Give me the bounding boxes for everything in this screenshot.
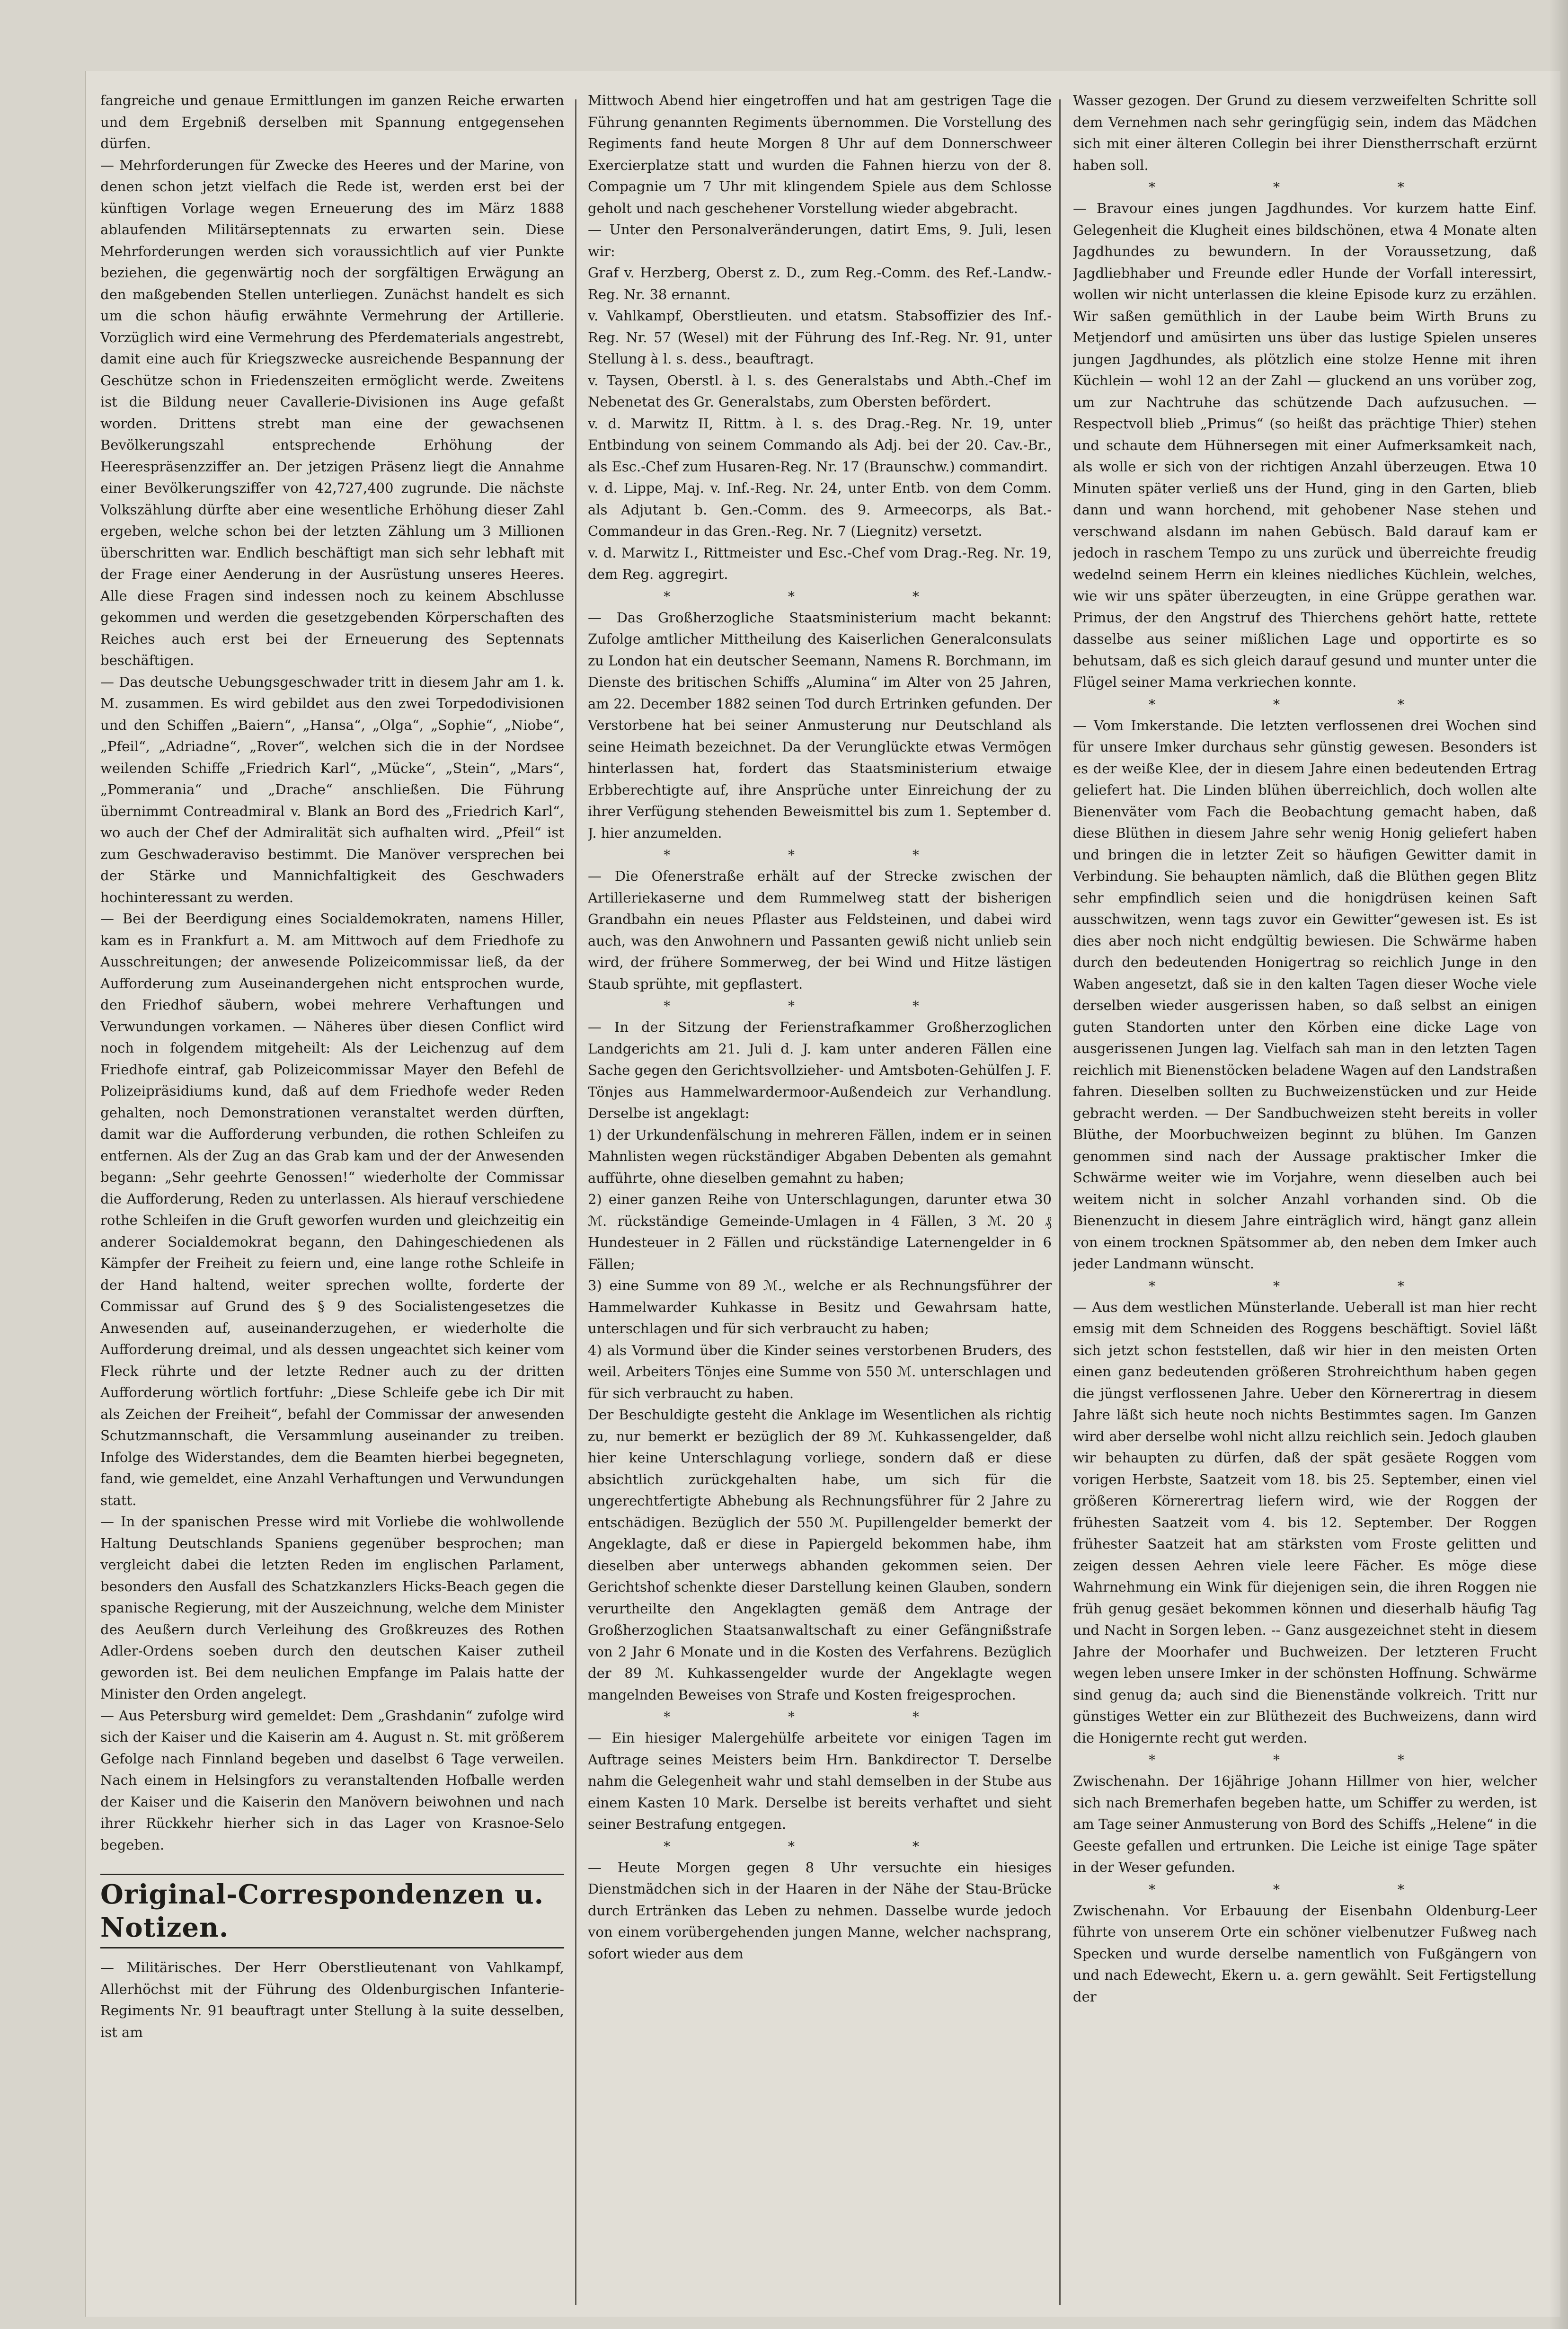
article-paragraph: — Ein hiesiger Malergehülfe arbeitete vor einigen Tagen im Auftrage seines Meisters beim Hrn. Bankdirector T. Derselbe nahm die Gelegenheit wahr und stahl demselben in der Stube aus einem Kasten 10 Mark. Derselbe ist bereits verhaftet und sieht seiner Bestrafung entgegen. xyxy=(588,1730,1052,1832)
newspaper-page xyxy=(85,71,1560,2317)
article-paragraph: — Die Ofenerstraße erhält auf der Strecke zwischen der Artilleriekaserne und dem Rummelweg statt der bisherigen Grandbahn ein neues Pflaster aus Feldsteinen, und dabei wird auch, was den Anwohnern und Passanten gewiß nicht unlieb sein wird, der frühere Sommerweg, der bei Wind und Hitze lästigen Staub sprühte, mit gepflastert. xyxy=(588,868,1052,992)
charge-item: 3) eine Summe von 89 ℳ., welche er als Rechnungsführer der Hammelwarder Kuhkasse in Besitz und Gewahrsam hatte, unterschlagen und für sich verbraucht zu haben; xyxy=(588,1277,1052,1337)
separator-stars: * * * xyxy=(664,847,976,863)
column-1 xyxy=(100,90,564,2291)
separator-stars: * * * xyxy=(1149,696,1461,712)
article-paragraph: Mittwoch Abend hier eingetroffen und hat am gestrigen Tage die Führung genannten Regiments übernommen. Die Vorstellung des Regiments fand heute Morgen 8 Uhr auf dem Donnerschweer Exercierplatze statt und wurden die Fahnen hierzu von der 8. Compagnie um 7 Uhr mit klingendem Spiele aus dem Schlosse geholt und nach geschehener Vorstellung wieder abgebracht. xyxy=(588,92,1052,216)
article-paragraph: — In der Sitzung der Ferienstrafkammer Großherzoglichen Landgerichts am 21. Juli d. J. kam unter anderen Fällen eine Sache gegen den Gerichtsvollzieher- und Amtsboten-Gehülfen J. F. Tönjes aus Hammelwardermoor-Außendeich zur Verhandlung. Derselbe ist angeklagt: xyxy=(588,1019,1052,1121)
article-paragraph: — Unter den Personalveränderungen, datirt Ems, 9. Juli, lesen wir: xyxy=(588,221,1052,259)
charge-item: 2) einer ganzen Reihe von Unterschlagungen, darunter etwa 30 ℳ. rückständige Gemeinde-Umlagen in 4 Fällen, 3 ℳ. 20 ₰ Hundesteuer in 2 Fällen und rückständige Laternengelder in 6 Fällen; xyxy=(588,1191,1052,1272)
article-paragraph: Der Beschuldigte gesteht die Anklage im Wesentlichen als richtig zu, nur bemerkt er bezüglich der 89 ℳ. Kuhkassengelder, daß hier keine Unterschlagung vorliege, sondern daß er diese absichtlich zurückgehalten habe, um sich für die ungerechtfertigte Abhebung als Rechnungsführer für 2 Jahre zu entschädigen. Bezüglich der 550 ℳ. Pupillengelder bemerkt der Angeklagte, daß er diese in Papiergeld bekommen habe, ihm dieselben aber unterwegs abhanden gekommen seien. Der Gerichtshof schenkte dieser Darstellung keinen Glauben, sondern verurtheilte den Angeklagten gemäß dem Antrage der Großherzoglichen Staatsanwaltschaft zu einer Gefängnißstrafe von 2 Jahr 6 Monate und in die Kosten des Verfahrens. Bezüglich der 89 ℳ. Kuhkassengelder wurde der Angeklagte wegen mangelnden Beweises von Strafe und Kosten freigesprochen. xyxy=(588,1407,1052,1703)
article-paragraph: — Vom Imkerstande. Die letzten verflossenen drei Wochen sind für unsere Imker durchaus sehr günstig gewesen. Besonders ist es der weiße Klee, der in diesem Jahre einen bedeutenden Ertrag geliefert hat. Die Linden blühen überreichlich, doch wollen alte Bienenväter vom Fach die Beobachtung gemacht haben, daß diese Blüthen in diesem Jahre sehr wenig Honig geliefert haben und bringen die in letzter Zeit so häufigen Gewitter damit in Verbindung. Sie behaupten nämlich, daß die Blüthen gegen Blitz sehr empfindlich seien und die honigdrüsen keinen Saft ausschwitzen, wenn tags zuvor ein Gewitter“gewesen ist. Es ist dies aber noch nicht endgültig bewiesen. Die Schwärme haben durch den bedeutenden Honigertrag so reichlich Junge in den Waben angesetzt, daß sie in den kalten Tagen dieser Woche viele derselben wieder ausgerissen haben, so daß selbst an einigen guten Standorten unter den Körben eine dicke Lage von ausgerissenen Jungen lag. Vielfach sah man in den letzten Tagen reichlich mit Bienenstöcken beladene Wagen auf den Landstraßen fahren. Dieselben sollten zu Buchweizenstücken und zur Heide gebracht werden. — Der Sandbuchweizen steht bereits in voller Blüthe, der Moorbuchweizen beginnt zu blühen. Im Ganzen genommen sind nach der Aussage praktischer Imker die Schwärme weiter wie im Vorjahre, wenn dieselben auch bei weitem nicht in solcher Anzahl vorhanden sind. Ob die Bienenzucht in diesem Jahre einträglich wird, hängt ganz allein von einem trocknen Spätsommer ab, den neben dem Imker auch jeder Landmann wünscht. xyxy=(1073,717,1537,1272)
article-paragraph: — Das Großherzogliche Staatsministerium macht bekannt: Zufolge amtlicher Mittheilung des Kaiserlichen Generalconsulats zu London hat ein deutscher Seemann, Namens R. Borchmann, im Dienste des britischen Schiffs „Alumina“ im Alter von 25 Jahren, am 22. December 1882 seinen Tod durch Ertrinken gefunden. Der Verstorbene hat bei seiner Anmusterung nur Deutschland als seine Heimath bezeichnet. Da der Verunglückte etwas Vermögen hinterlassen hat, fordert das Staatsministerium etwaige Erbberechtigte auf, ihre Ansprüche unter Einreichung der zu ihrer Verfügung stehenden Beweismittel bis zum 1. September d. J. hier anzumelden. xyxy=(588,609,1052,841)
article-paragraph: — Militärisches. Der Herr Oberstlieutenant von Vahlkampf, Allerhöchst mit der Führung des Oldenburgischen Infanterie-Regiments Nr. 91 beauftragt unter Stellung à la suite desselben, ist am xyxy=(100,1959,564,2040)
separator-stars: * * * xyxy=(1149,1752,1461,1768)
separator-stars: * * * xyxy=(664,1709,976,1725)
separator-stars: * * * xyxy=(1149,179,1461,195)
page-edge-shadow xyxy=(1549,0,1568,2329)
article-paragraph: — Heute Morgen gegen 8 Uhr versuchte ein hiesiges Dienstmädchen sich in der Haaren in der Nähe der Stau-Brücke durch Ertränken das Leben zu nehmen. Dasselbe wurde jedoch von einem vorübergehenden jungen Manne, welcher nachsprang, sofort wieder aus dem xyxy=(588,1859,1052,1962)
personnel-entry: v. d. Marwitz II, Rittm. à l. s. des Drag.-Reg. Nr. 19, unter Entbindung von seinem Commando als Adj. bei der 20. Cav.-Br., als Esc.-Chef zum Husaren-Reg. Nr. 17 (Braunschw.) commandirt. xyxy=(588,415,1052,475)
article-paragraph: — Bravour eines jungen Jagdhundes. Vor kurzem hatte Einf. Gelegenheit die Klugheit eines bildschönen, etwa 4 Monate alten Jagdhundes zu bewundern. In der Voraussetzung, daß Jagdliebhaber und Freunde edler Hunde der Vorfall interessirt, wollen wir nicht unterlassen die kleine Episode kurz zu erzählen. Wir saßen gemüthlich in der Laube beim Wirth Bruns zu Metjendorf und amüsirten uns über das lustige Spielen unseres jungen Jagdhundes, als plötzlich eine stolze Henne mit ihren Küchlein — wohl 12 an der Zahl — gluckend an uns vorüber zog, um zur Nachtruhe das schützende Dach aufzusuchen. — Respectvoll blieb „Primus“ (so heißt das prächtige Thier) stehen und schaute dem Hühnersegen mit einer Aufmerksamkeit nach, als wolle er sich von der richtigen Anzahl überzeugen. Etwa 10 Minuten später verließ uns der Hund, ging in den Garten, blieb dann und wann horchend, mit gehobener Nase stehen und verschwand alsdann im nahen Gebüsch. Bald darauf kam er jedoch in raschem Tempo zu uns zurück und überreichte freudig wedelnd seinem Herrn ein kleines niedliches Küchlein, welches, wie wir uns später überzeugten, in eine Grüppe gerathen war. Primus, der den Angstruf des Thierchens gehört hatte, rettete dasselbe aus seiner mißlichen Lage und opportirte es so behutsam, daß es sich gleich darauf gesund und munter unter die Flügel seiner Mama verkriechen konnte. xyxy=(1073,200,1537,690)
article-paragraph: Wasser gezogen. Der Grund zu diesem verzweifelten Schritte soll dem Vernehmen nach sehr geringfügig sein, indem das Mädchen sich mit einer älteren Collegin bei ihrer Dienstherrschaft erzürnt haben soll. xyxy=(1073,92,1537,173)
separator-stars: * * * xyxy=(1149,1881,1461,1897)
article-paragraph: — Bei der Beerdigung eines Socialdemokraten, namens Hiller, kam es in Frankfurt a. M. am Mittwoch auf dem Friedhofe zu Ausschreitungen; der anwesende Polizeicommissar ließ, da der Aufforderung zum Auseinandergehen nicht entsprochen wurde, den Friedhof säubern, wobei mehrere Verhaftungen und Verwundungen vorkamen. — Näheres über diesen Conflict wird noch in folgendem mitgeheilt: Als der Leichenzug auf dem Friedhofe eintraf, gab Polizeicommissar Mayer den Befehl de Polizeipräsidiums kund, daß auf dem Friedhofe weder Reden gehalten, noch Demonstrationen veranstaltet werden dürften, damit war die Aufforderung verbunden, die rothen Schleifen zu entfernen. Als der Zug an das Grab kam und der der Anwesenden begann: „Sehr geehrte Genossen!“ wiederholte der Commissar die Aufforderung, Reden zu unterlassen. Als hierauf verschiedene rothe Schleifen in die Gruft geworfen wurden und gleichzeitig ein anderer Socialdemokrat begann, den Dahingeschiedenen als Kämpfer der Freiheit zu feiern und, eine lange rothe Schleife in der Hand haltend, weiter sprechen wollte, forderte der Commissar auf Grund des § 9 des Socialistengesetzes die Anwesenden auf, auseinanderzugehen, er wiederholte die Aufforderung dreimal, und als dessen ungeachtet sich keiner vom Fleck rührte und der letzte Redner auch zu der dritten Aufforderung wörtlich fortfuhr: „Diese Schleife gebe ich Dir mit als Zeichen der Freiheit“, befahl der Commissar der anwesenden Schutzmannschaft, die Versammlung auseinander zu treiben. Infolge des Widerstandes, dem die Beamten hierbei begegneten, fand, wie gemeldet, eine Anzahl Verhaftungen und Verwundungen statt. xyxy=(100,911,564,1508)
separator-stars: * * * xyxy=(1149,1278,1461,1294)
article-paragraph: Zwischenahn. Vor Erbauung der Eisenbahn Oldenburg-Leer führte von unserem Orte ein schöner vielbenutzer Fußweg nach Specken und wurde derselbe namentlich von Fußgängern von und nach Edewecht, Ekern u. a. gern gewählt. Seit Fertigstellung der xyxy=(1073,1902,1537,2005)
column-2 xyxy=(588,90,1052,2291)
column-rule xyxy=(1059,99,1061,2305)
separator-stars: * * * xyxy=(664,1838,976,1854)
personnel-entry: v. d. Marwitz I., Rittmeister und Esc.-Chef vom Drag.-Reg. Nr. 19, dem Reg. aggregirt. xyxy=(588,544,1052,582)
charge-item: 4) als Vormund über die Kinder seines verstorbenen Bruders, des weil. Arbeiters Tönjes eine Summe von 550 ℳ. unterschlagen und für sich verbraucht zu haben. xyxy=(588,1342,1052,1401)
article-paragraph: Zwischenahn. Der 16jährige Johann Hillmer von hier, welcher sich nach Bremerhafen begeben hatte, um Schiffer zu werden, ist am Tage seiner Anmusterung von Bord des Schiffs „Helene“ in die Geeste gefallen und ertrunken. Die Leiche ist einige Tage später in der Weser gefunden. xyxy=(1073,1773,1537,1875)
article-paragraph: fangreiche und genaue Ermittlungen im ganzen Reiche erwarten und dem Ergebniß derselben mit Spannung entgegensehen dürfen. xyxy=(100,92,564,151)
article-paragraph: — Aus dem westlichen Münsterlande. Ueberall ist man hier recht emsig mit dem Schneiden des Roggens beschäftigt. Soviel läßt sich jetzt schon feststellen, daß wir hier in den meisten Orten einen ganz bedeutenden größeren Strohreichthum haben gegen die jüngst verflossenen Jahre. Ueber den Körnerertrag in diesem Jahre läßt sich heute noch nichts Bestimmtes sagen. Im Ganzen wird aber derselbe wohl nicht allzu reichlich sein. Jedoch glauben wir behaupten zu dürfen, daß der spät gesäete Roggen vom vorigen Herbste, Saatzeit vom 18. bis 25. September, einen viel größeren Körnerertrag liefern wird, wie der Roggen der frühesten Saatzeit vom 4. bis 12. September. Der Roggen frühester Saatzeit hat am stärksten vom Froste gelitten und zeigen dessen Aehren viele leere Fächer. Es möge diese Wahrnehmung ein Wink für diejenigen sein, die ihren Roggen nie früh genug gesäet bekommen können und dieserhalb häufig Tag und Nacht in Sorgen leben. -- Ganz ausgezeichnet steht in diesem Jahre der Moorhafer und Buchweizen. Der letzteren Frucht wegen leben unsere Imker in der schönsten Hoffnung. Schwärme sind genug da; auch sind die Bienenstände volkreich. Tritt nur günstiges Wetter ein zur Blüthezeit des Buchweizens, dann wird die Honigernte recht gut werden. xyxy=(1073,1299,1537,1746)
personnel-entry: v. Vahlkampf, Oberstlieuten. und etatsm. Stabsoffizier des Inf.-Reg. Nr. 57 (Wesel) mit der Führung des Inf.-Reg. Nr. 91, unter Stellung à l. s. dess., beauftragt. xyxy=(588,308,1052,367)
section-heading: Original-Correspondenzen u. Notizen. xyxy=(100,1874,564,1948)
personnel-entry: Graf v. Herzberg, Oberst z. D., zum Reg.-Comm. des Ref.-Landw.-Reg. Nr. 38 ernannt. xyxy=(588,265,1052,302)
charge-item: 1) der Urkundenfälschung in mehreren Fällen, indem er in seinen Mahnlisten wegen rückständiger Abgaben Debenten als gemahnt aufführte, ohne dieselben gemahnt zu haben; xyxy=(588,1126,1052,1186)
article-paragraph: — Aus Petersburg wird gemeldet: Dem „Grashdanin“ zufolge wird sich der Kaiser und die Kaiserin am 4. August n. St. mit größerem Gefolge nach Finnland begeben und daselbst 6 Tage verweilen. Nach einem in Helsingfors zu veranstaltenden Hofballe werden der Kaiser und die Kaiserin den Manövern beiwohnen und nach ihrer Rückkehr hierher sich in das Lager von Krasnoe-Selo begeben. xyxy=(100,1707,564,1853)
article-paragraph: — In der spanischen Presse wird mit Vorliebe die wohlwollende Haltung Deutschlands Spaniens gegenüber besprochen; man vergleicht dabei die letzten Reden im englischen Parlament, besonders den Ausfall des Schatzkanzlers Hicks-Beach gegen die spanische Regierung, mit der Auszeichnung, welche dem Minister des Aeußern durch Verleihung des Großkreuzes des Rothen Adler-Ordens soeben durch den deutschen Kaiser zutheil geworden ist. Bei dem neulichen Empfange im Palais hatte der Minister den Orden angelegt. xyxy=(100,1514,564,1702)
separator-stars: * * * xyxy=(664,588,976,604)
personnel-entry: v. d. Lippe, Maj. v. Inf.-Reg. Nr. 24, unter Entb. von dem Comm. als Adjutant b. Gen.-Comm. des 9. Armeecorps, als Bat.-Commandeur in das Gren.-Reg. Nr. 7 (Liegnitz) versetzt. xyxy=(588,480,1052,539)
article-paragraph: — Das deutsche Uebungsgeschwader tritt in diesem Jahr am 1. k. M. zusammen. Es wird gebildet aus den zwei Torpedodivisionen und den Schiffen „Baiern“, „Hansa“, „Olga“, „Sophie“, „Niobe“, „Pfeil“, „Adriadne“, „Rover“, welchen sich die in der Nordsee weilenden Schiffe „Friedrich Karl“, „Mücke“, „Stein“, „Mars“, „Pommerania“ und „Drache“ anschließen. Die Führung übernimmt Contreadmiral v. Blank an Bord des „Friedrich Karl“, wo auch der Chef der Admiralität sich aufhalten wird. „Pfeil“ ist zum Geschwaderaviso bestimmt. Die Manöver versprechen bei der Stärke und Mannichfaltigkeit des Geschwaders hochinteressant zu werden. xyxy=(100,673,564,905)
column-3 xyxy=(1073,90,1537,2291)
column-rule xyxy=(575,99,576,2305)
separator-stars: * * * xyxy=(664,998,976,1014)
personnel-entry: v. Taysen, Oberstl. à l. s. des Generalstabs und Abth.-Chef im Nebenetat des Gr. Generalstabs, zum Obersten befördert. xyxy=(588,372,1052,410)
article-paragraph: — Mehrforderungen für Zwecke des Heeres und der Marine, von denen schon jetzt vielfach die Rede ist, werden erst bei der künftigen Vorlage wegen Erneuerung des im März 1888 ablaufenden Militärseptennats zu erwarten sein. Diese Mehrforderungen werden sich voraussichtlich auf vier Punkte beziehen, die gegenwärtig noch der sorgfältigen Erwägung an den maßgebenden Stellen unterliegen. Zunächst handelt es sich um die schon häufig erwähnte Vermehrung der Artillerie. Vorzüglich wird eine Vermehrung des Pferdematerials angestrebt, damit eine auch für Kriegszwecke ausreichende Bespannung der Geschütze schon in Friedenszeiten ermöglicht werde. Zweitens ist die Bildung neuer Cavallerie-Divisionen ins Auge gefaßt worden. Drittens strebt man eine der gewachsenen Bevölkerungszahl entsprechende Erhöhung der Heerespräsenzziffer an. Der jetzigen Präsenz liegt die Annahme einer Bevölkerungsziffer von 42,727,400 zugrunde. Die nächste Volkszählung dürfte aber eine wesentliche Erhöhung dieser Zahl ergeben, welche schon bei der letzten Zählung um 3 Millionen überschritten war. Endlich beschäftigt man sich sehr lebhaft mit der Frage einer Aenderung in der Ausrüstung unseres Heeres. Alle diese Fragen sind indessen noch zu keinem Abschlusse gekommen und werden die gesetzgebenden Körperschaften des Reiches auch erst bei der Erneuerung des Septennats beschäftigen. xyxy=(100,157,564,668)
